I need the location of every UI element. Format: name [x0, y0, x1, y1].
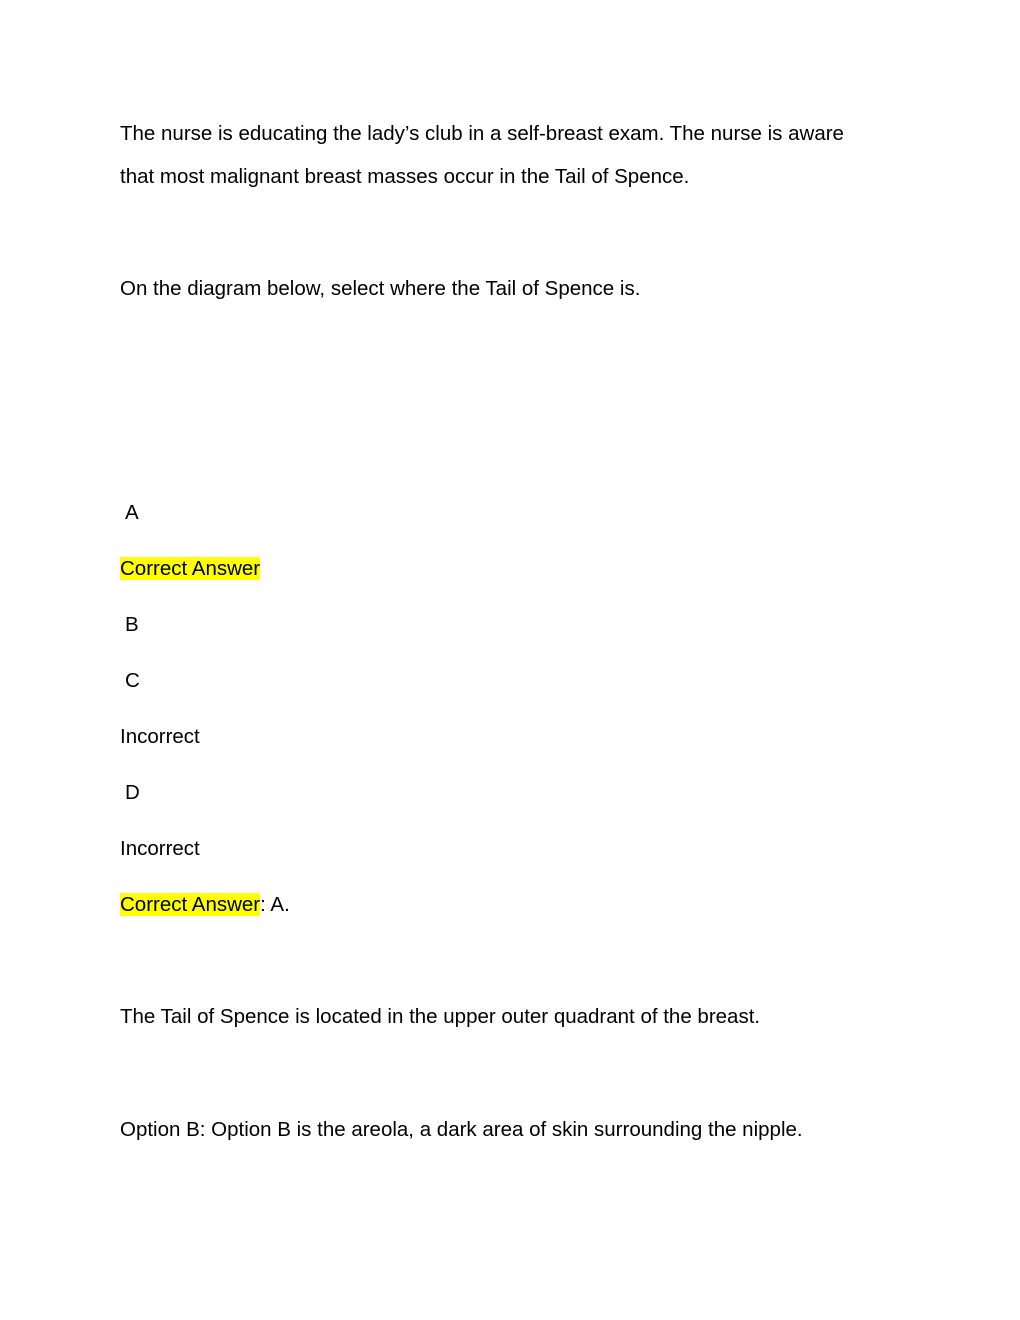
- option-b-letter[interactable]: B: [125, 613, 139, 636]
- question-prompt: On the diagram below, select where the Tail of Spence is.: [120, 277, 641, 300]
- correct-answer-line: [120, 891, 290, 919]
- question-line-2: that most malignant breast masses occur in the Tail of Spence.: [120, 165, 690, 188]
- option-a-status: [120, 555, 260, 583]
- option-d-letter[interactable]: D: [125, 781, 140, 804]
- option-d-status: Incorrect: [120, 837, 200, 860]
- question-line-1: The nurse is educating the lady’s club in a self-breast exam. The nurse is aware: [120, 122, 844, 145]
- option-a-letter[interactable]: A: [125, 501, 139, 524]
- option-a-status-text: Correct Answer: [120, 557, 261, 580]
- correct-answer-value: : A.: [260, 893, 290, 916]
- option-c-status: Incorrect: [120, 725, 200, 748]
- correct-answer-label: Correct Answer: [120, 893, 261, 916]
- explanation-line-2: Option B: Option B is the areola, a dark area of skin surrounding the nipple.: [120, 1118, 803, 1141]
- option-c-letter[interactable]: C: [125, 669, 140, 692]
- explanation-line-1: The Tail of Spence is located in the upper outer quadrant of the breast.: [120, 1005, 761, 1028]
